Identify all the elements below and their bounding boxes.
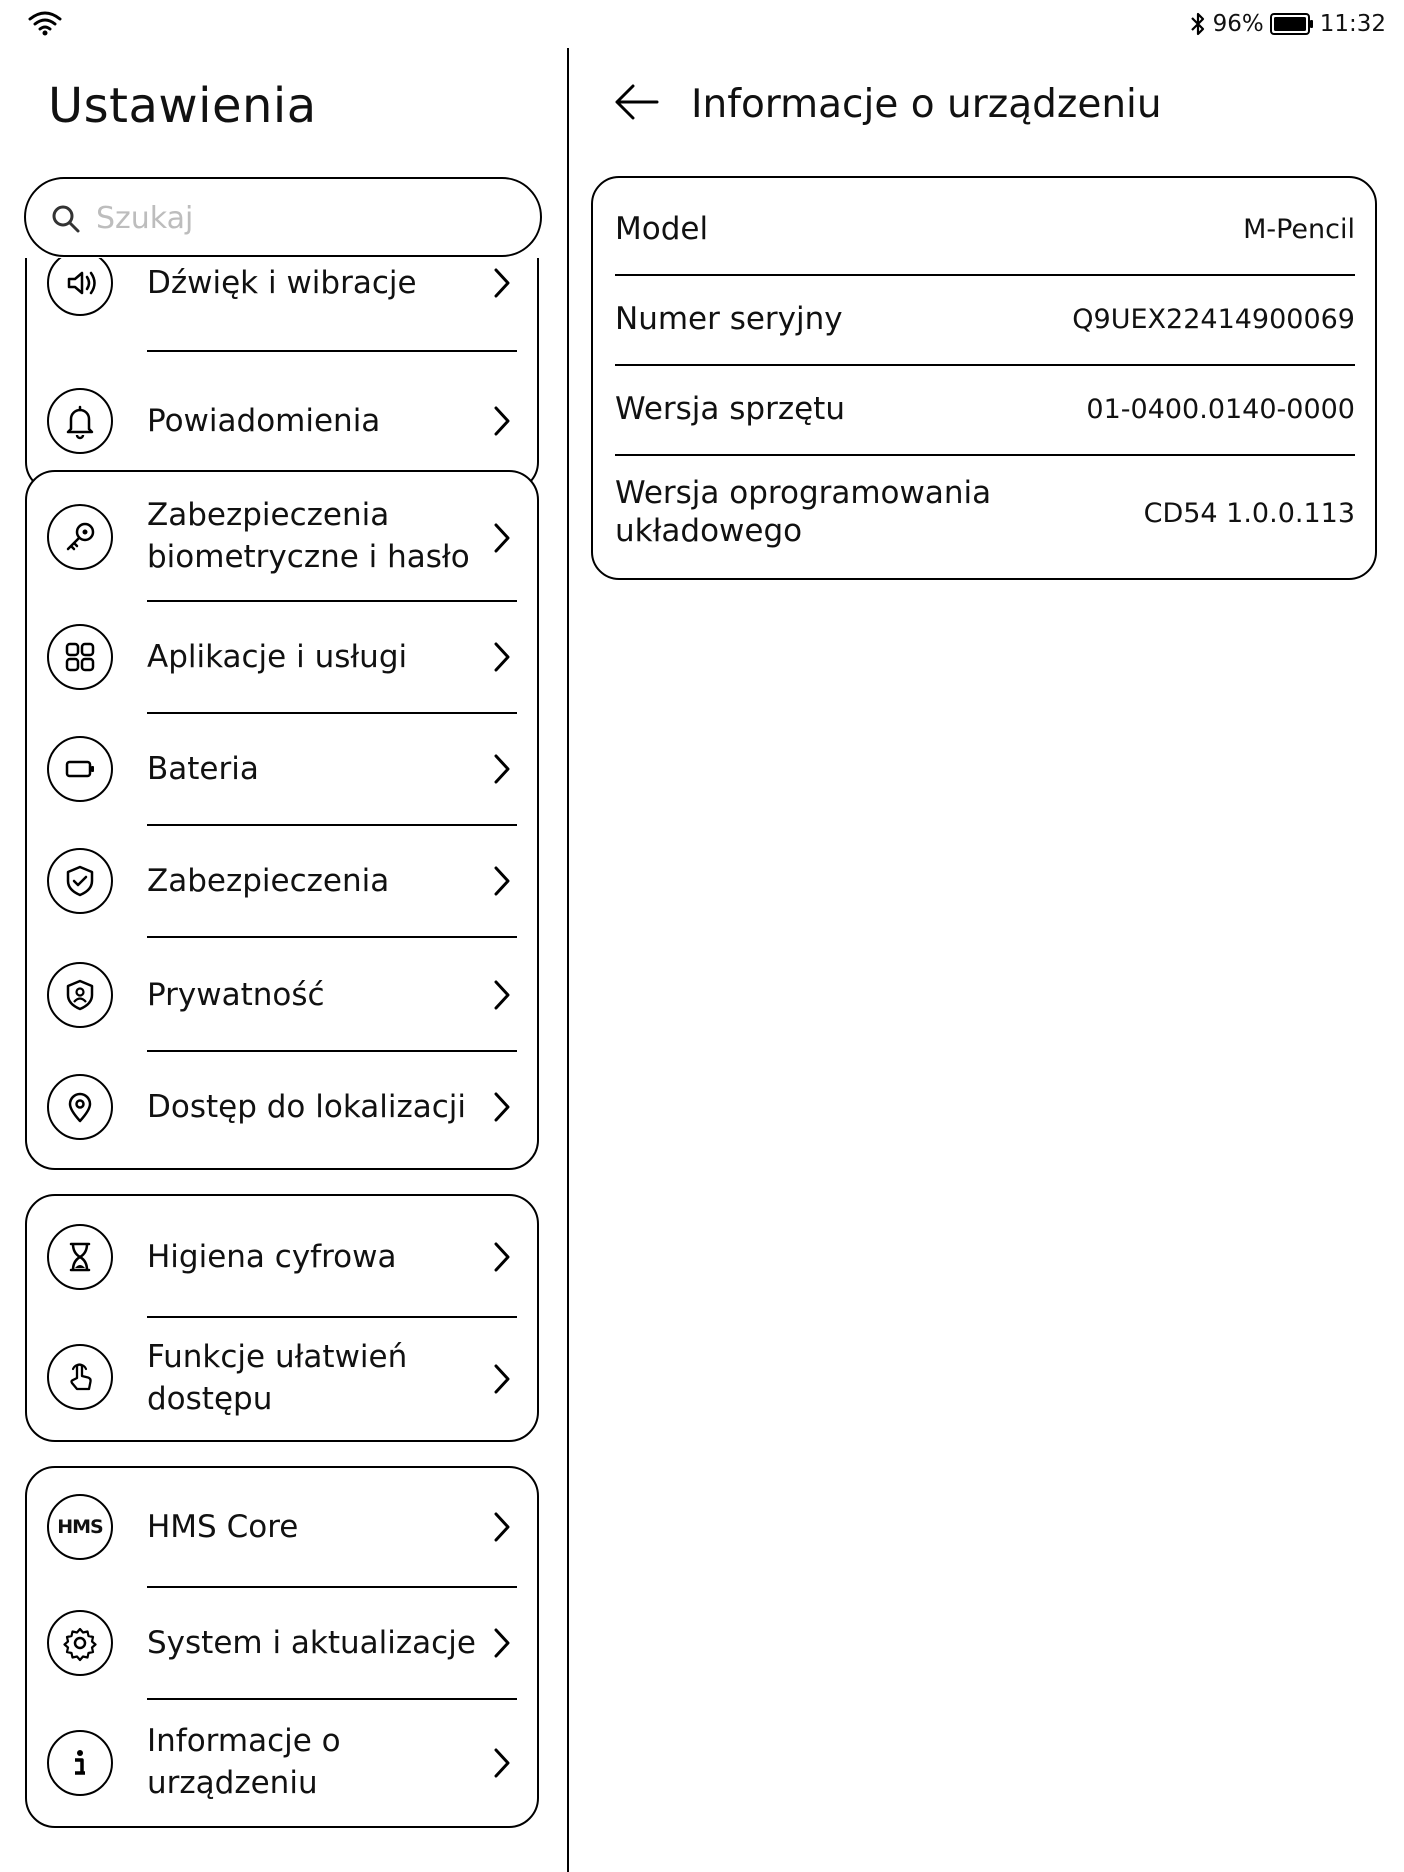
settings-group-system xyxy=(25,1466,539,1828)
detail-title: Informacje o urządzeniu xyxy=(691,82,1162,127)
battery-percent: 96% xyxy=(1212,11,1264,37)
info-value: 01-0400.0140-0000 xyxy=(1086,394,1355,425)
chevron-right-icon xyxy=(491,1627,513,1659)
chevron-right-icon xyxy=(491,1747,513,1779)
status-bar xyxy=(0,0,1404,48)
bluetooth-icon xyxy=(1189,11,1207,37)
wifi-icon xyxy=(28,10,62,36)
clock: 11:32 xyxy=(1319,11,1386,37)
chevron-right-icon xyxy=(491,1511,513,1543)
hms-core-label: HMS Core xyxy=(147,1509,299,1545)
info-row-hardware xyxy=(615,390,1355,430)
info-key: Numer seryjny xyxy=(615,301,843,337)
chevron-right-icon xyxy=(491,522,513,554)
detail-panel xyxy=(569,48,1404,1872)
separator xyxy=(615,454,1355,456)
search-input[interactable] xyxy=(96,193,516,243)
settings-list[interactable] xyxy=(0,258,567,1872)
apps-icon xyxy=(47,624,113,690)
notifications-label: Powiadomienia xyxy=(147,403,381,439)
chevron-right-icon xyxy=(491,1091,513,1123)
hms-icon-text: HMS xyxy=(57,1516,103,1538)
settings-group-wellbeing xyxy=(25,1194,539,1442)
sound-icon xyxy=(47,258,113,316)
settings-item-battery[interactable] xyxy=(27,714,537,824)
info-key: Model xyxy=(615,211,709,247)
settings-item-location[interactable] xyxy=(27,1052,537,1168)
battery-status-icon xyxy=(1270,13,1314,35)
settings-panel xyxy=(0,48,567,1872)
location-pin-icon xyxy=(47,1074,113,1140)
back-arrow-icon[interactable] xyxy=(613,82,659,122)
chevron-right-icon xyxy=(491,1241,513,1273)
settings-group-security xyxy=(25,470,539,1170)
settings-group-sound-notifications xyxy=(25,258,539,492)
status-right xyxy=(1189,8,1386,40)
battery-label: Bateria xyxy=(147,751,259,787)
accessibility-label: Funkcje ułatwień dostępu xyxy=(147,1339,408,1417)
info-row-serial xyxy=(615,300,1355,340)
info-icon xyxy=(47,1730,113,1796)
biometrics-label: Zabezpieczenia biometryczne i hasło xyxy=(147,497,470,575)
about-device-label: Informacje o urządzeniu xyxy=(147,1723,341,1801)
chevron-right-icon xyxy=(491,267,513,299)
chevron-right-icon xyxy=(491,865,513,897)
battery-icon xyxy=(47,736,113,802)
separator xyxy=(615,364,1355,366)
settings-item-apps[interactable] xyxy=(27,602,537,712)
search-icon xyxy=(50,203,82,235)
chevron-right-icon xyxy=(491,1363,513,1395)
chevron-right-icon xyxy=(491,753,513,785)
info-row-model xyxy=(615,210,1355,250)
info-key: Wersja sprzętu xyxy=(615,391,845,427)
privacy-label: Prywatność xyxy=(147,977,325,1013)
key-icon xyxy=(47,504,113,570)
chevron-right-icon xyxy=(491,641,513,673)
info-key: Wersja oprogramowania układowego xyxy=(615,475,992,549)
digital-balance-label: Higiena cyfrowa xyxy=(147,1239,397,1275)
hms-icon xyxy=(47,1494,113,1560)
separator xyxy=(615,274,1355,276)
page-title: Ustawienia xyxy=(48,78,317,134)
hourglass-icon xyxy=(47,1224,113,1290)
settings-item-accessibility[interactable] xyxy=(27,1318,537,1440)
security-label: Zabezpieczenia xyxy=(147,863,390,899)
settings-item-about-device[interactable] xyxy=(27,1700,537,1826)
settings-item-biometrics[interactable] xyxy=(27,472,537,600)
info-value: CD54 1.0.0.113 xyxy=(1143,498,1355,529)
location-label: Dostęp do lokalizacji xyxy=(147,1089,466,1125)
settings-item-security[interactable] xyxy=(27,826,537,938)
device-info-card xyxy=(591,176,1377,580)
settings-item-system-updates[interactable] xyxy=(27,1588,537,1698)
chevron-right-icon xyxy=(491,405,513,437)
settings-item-privacy[interactable] xyxy=(27,938,537,1050)
info-value: M-Pencil xyxy=(1243,214,1355,245)
settings-item-hms-core[interactable] xyxy=(27,1468,537,1586)
info-value: Q9UEX22414900069 xyxy=(1072,304,1355,335)
search-bar[interactable] xyxy=(24,177,542,257)
privacy-shield-icon xyxy=(47,962,113,1028)
bell-icon xyxy=(47,388,113,454)
chevron-right-icon xyxy=(491,979,513,1011)
gear-icon xyxy=(47,1610,113,1676)
touch-hand-icon xyxy=(47,1344,113,1410)
settings-item-digital-balance[interactable] xyxy=(27,1196,537,1316)
settings-item-sound[interactable] xyxy=(27,258,537,354)
system-updates-label: System i aktualizacje xyxy=(147,1625,476,1661)
apps-label: Aplikacje i usługi xyxy=(147,639,408,675)
sound-label: Dźwięk i wibracje xyxy=(147,265,417,301)
shield-check-icon xyxy=(47,848,113,914)
info-row-firmware xyxy=(615,474,1355,554)
